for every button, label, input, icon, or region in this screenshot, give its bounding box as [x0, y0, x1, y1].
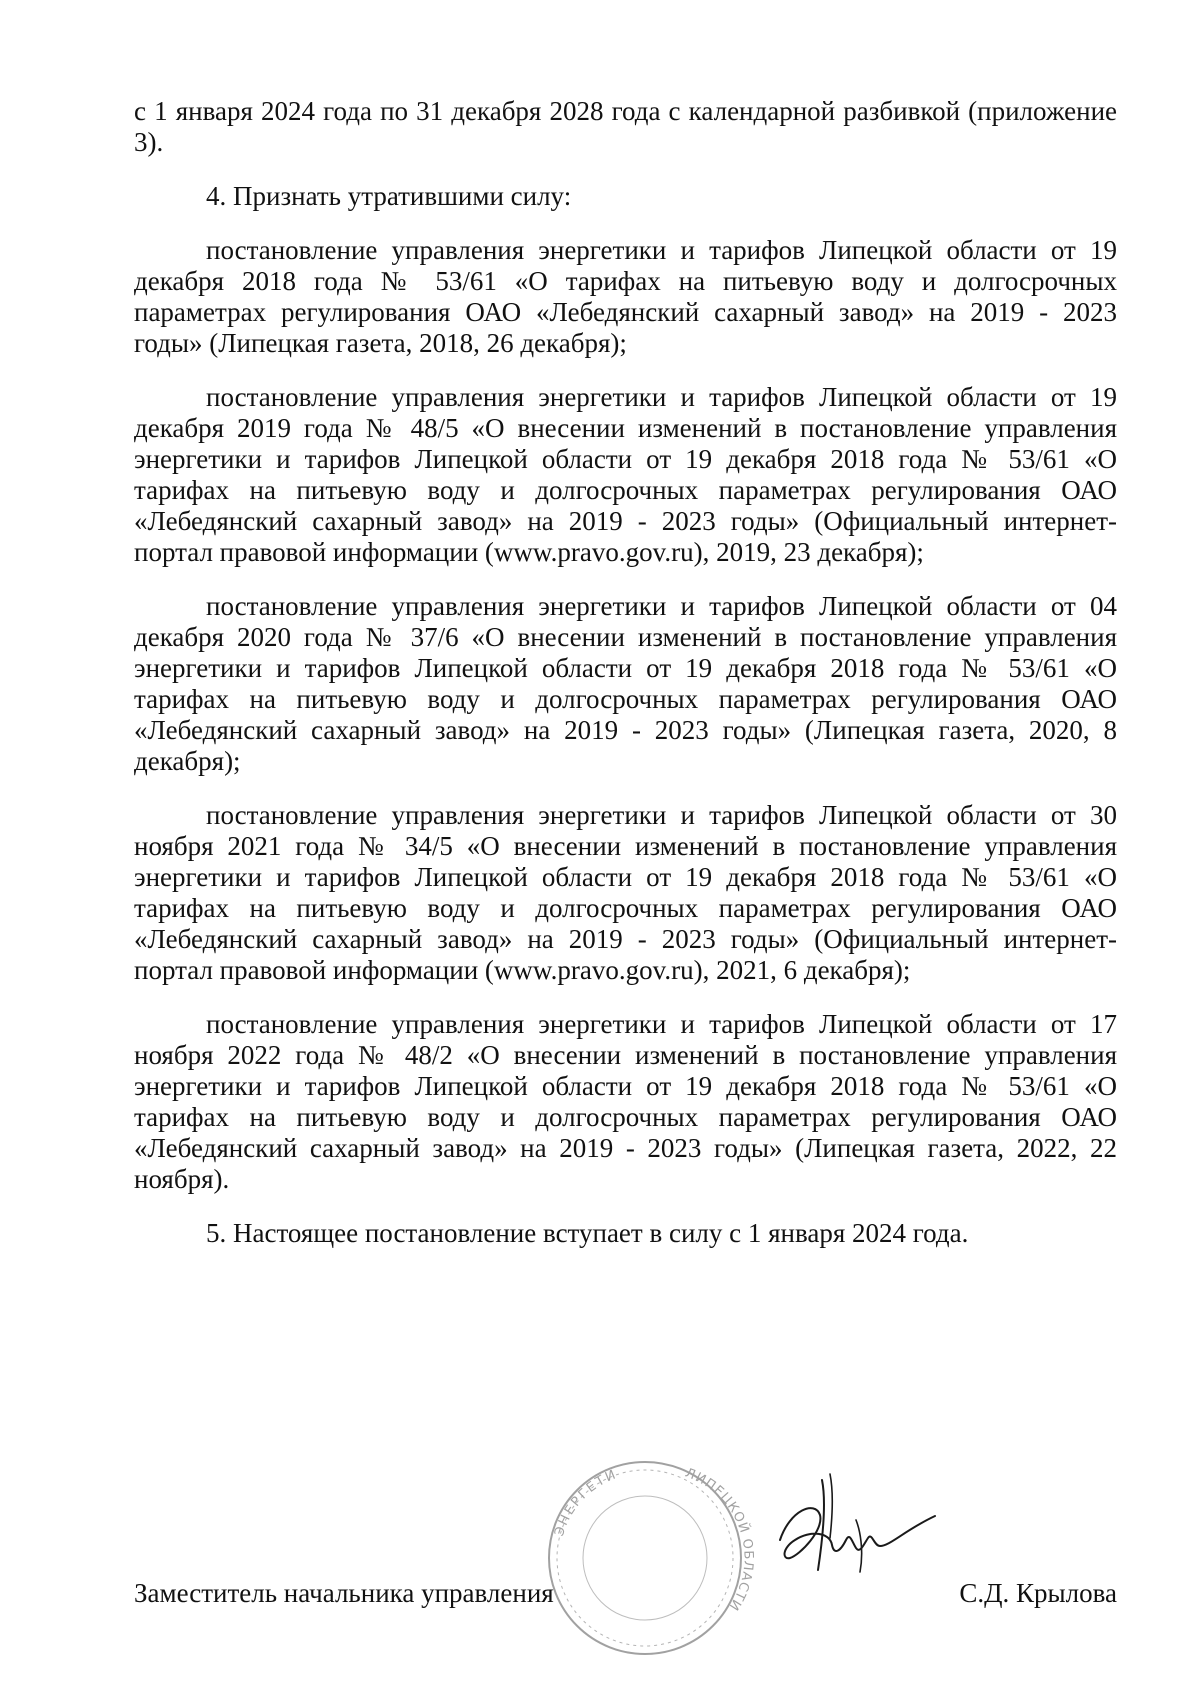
body-text [134, 96, 1117, 1249]
paragraph-intro: с 1 января 2024 года по 31 декабря 2028 года с календарной разбивкой (приложение 3). [134, 96, 1117, 157]
paragraph-4-item-1: постановление управления энергетики и тарифов Липецкой области от 19 декабря 2018 года № 53/61 «О тарифах на питьевую воду и долгосрочных параметрах регулирования ОАО «Лебедянский сахарный завод» на 2019 - 2023 годы» (Липецкая газета, 2018, 26 декабря); [134, 235, 1117, 358]
signature-row [134, 1578, 1117, 1614]
paragraph-4-item-2: постановление управления энергетики и тарифов Липецкой области от 19 декабря 2019 года № 48/5 «О внесении изменений в постановление управления энергетики и тарифов Липецкой области от 19 декабря 2018 года № 53/61 «О тарифах на питьевую воду и долгосрочных параметрах регулирования ОАО «Лебедянский сахарный завод» на 2019 - 2023 годы» (Официальный интернет-портал правовой информации (www.pravo.gov.ru), 2019, 23 декабря); [134, 382, 1117, 567]
stamp-text-right: ЛИПЕЦКОЙ ОБЛАСТИ [682, 1465, 756, 1614]
paragraph-5: 5. Настоящее постановление вступает в силу с 1 января 2024 года. [206, 1218, 969, 1248]
paragraph-4-item-5: постановление управления энергетики и тарифов Липецкой области от 17 ноября 2022 года № 48/2 «О внесении изменений в постановление управления энергетики и тарифов Липецкой области от 19 декабря 2018 года № 53/61 «О тарифах на питьевую воду и долгосрочных параметрах регулирования ОАО «Лебедянский сахарный завод» на 2019 - 2023 годы» (Липецкая газета, 2022, 22 ноября). [134, 1009, 1117, 1194]
svg-text:ЭНЕРГЕТИ [552, 1467, 620, 1538]
official-stamp-icon [530, 1440, 760, 1655]
paragraph-4-item-3: постановление управления энергетики и тарифов Липецкой области от 04 декабря 2020 года № 37/6 «О внесении изменений в постановление управления энергетики и тарифов Липецкой области от 19 декабря 2018 года № 53/61 «О тарифах на питьевую воду и долгосрочных параметрах регулирования ОАО «Лебедянский сахарный завод» на 2019 - 2023 годы» (Липецкая газета, 2020, 8 декабря); [134, 591, 1117, 776]
stamp-text-top: ЭНЕРГЕТИ [552, 1466, 620, 1539]
paragraph-4-item-4: постановление управления энергетики и тарифов Липецкой области от 30 ноября 2021 года № 34/5 «О внесении изменений в постановление управления энергетики и тарифов Липецкой области от 19 декабря 2018 года № 53/61 «О тарифах на питьевую воду и долгосрочных параметрах регулирования ОАО «Лебедянский сахарный завод» на 2019 - 2023 годы» (Официальный интернет-портал правовой информации (www.pravo.gov.ru), 2021, 6 декабря); [134, 800, 1117, 985]
paragraph-4-heading: 4. Признать утратившими силу: [206, 181, 572, 211]
signatory-name: С.Д. Крылова [959, 1578, 1117, 1608]
signatory-position: Заместитель начальника управления [134, 1578, 554, 1608]
